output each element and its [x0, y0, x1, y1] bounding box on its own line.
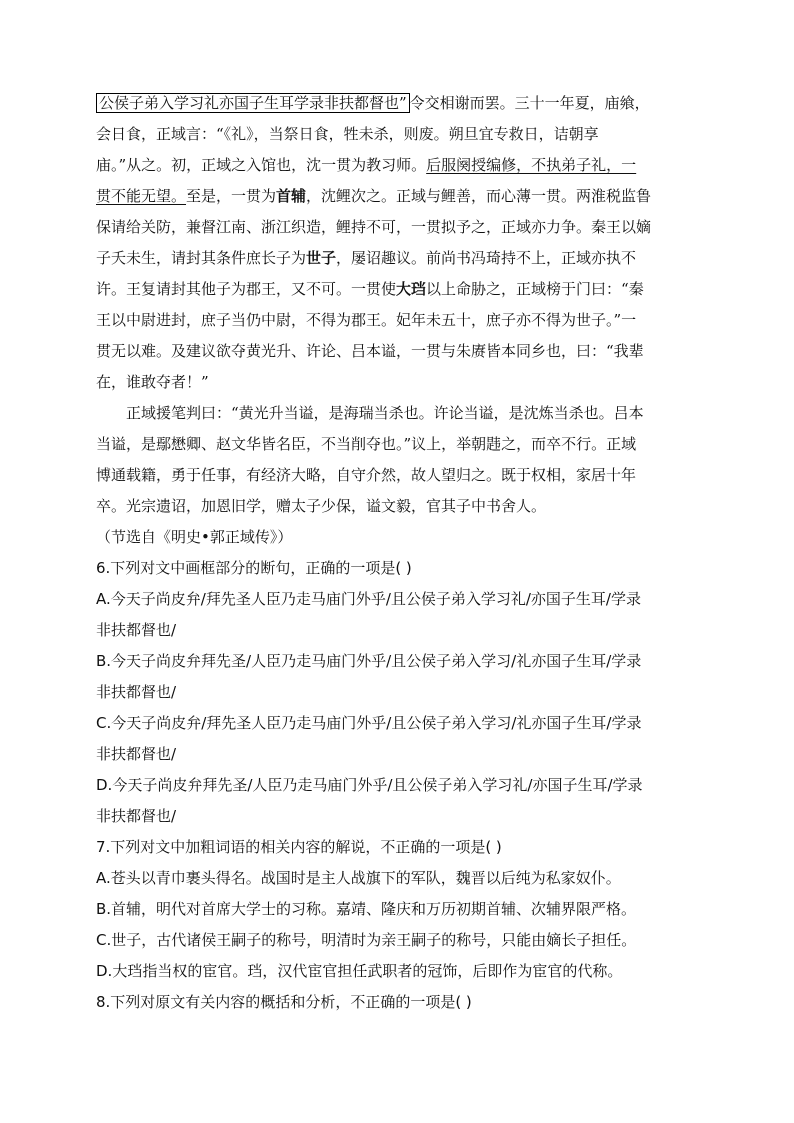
passage-text: ，沈鲤次之。正域与鲤善，而心薄一贯。两淮税监鲁: [306, 187, 652, 205]
question-8: 8.下列对原文有关内容的概括和分析，不正确的一项是( ): [96, 993, 472, 1011]
passage-text: 子夭未生，请封其条件庶长子为: [96, 249, 307, 267]
option-6d: D.今天子尚皮弁拜先圣/人臣乃走马庙门外乎/且公侯子弟入学习礼/亦国子生耳/学录: [96, 776, 643, 794]
option-6b-cont: 非扶都督也/: [96, 683, 177, 701]
option-7d: D.大珰指当权的宦官。珰，汉代宦官担任武职者的冠饰，后即作为宦官的代称。: [96, 962, 623, 980]
passage-text: 令交相谢而罢。三十一年夏，庙飨，: [409, 94, 650, 112]
option-6b: B.今天子尚皮弁拜先圣/人臣乃走马庙门外乎/且公侯子弟入学习/礼亦国子生耳/学录: [96, 652, 642, 670]
passage: [96, 88, 696, 553]
option-6d-cont: 非扶都督也/: [96, 807, 177, 825]
questions: [96, 553, 696, 1018]
option-6c: C.今天子尚皮弁/拜先圣人臣乃走马庙门外乎/且公侯子弟入学习/礼亦国子生耳/学录: [96, 714, 642, 732]
passage-line: 博通载籍，勇于任事，有经济大略，自守介然，故人望归之。既于权相，家居十年: [96, 466, 637, 484]
boxed-segment: 公侯子弟入学习礼亦国子生耳学录非扶都督也”: [96, 93, 410, 113]
passage-line: 卒。光宗遗诏，加恩旧学，赠太子少保，谥文毅，官其子中书舍人。: [96, 497, 547, 515]
option-7a: A.苍头以青巾裹头得名。战国时是主人战旗下的军队，魏晋以后纯为私家奴仆。: [96, 869, 621, 887]
passage-text: 以上命胁之，正域榜于门曰：“秦: [426, 280, 644, 298]
passage-text: 庙。”从之。初，正域之入馆也，沈一贯为教习师。: [96, 156, 427, 174]
question-7: 7.下列对文中加粗词语的相关内容的解说，不正确的一项是( ): [96, 838, 502, 856]
option-7b: B.首辅，明代对首席大学士的习称。嘉靖、隆庆和万历初期首辅、次辅界限严格。: [96, 900, 637, 918]
bold-term-shizi: 世子: [306, 249, 337, 267]
passage-line: [96, 181, 696, 212]
document-page: [96, 88, 696, 1018]
passage-line: [96, 88, 696, 119]
passage-line: 会日食，正域言：“《礼》，当祭日食，牲未杀，则废。朔旦宜专救日，诘朝享: [96, 125, 599, 143]
passage-text: ，屡诏趣议。前尚书冯琦持不上，正域亦执不: [336, 249, 637, 267]
passage-text: 许。王复请封其他子为郡王，又不可。一贯使: [96, 280, 397, 298]
passage-line: 王以中尉进封，庶子当仍中尉，不得为郡王。妃年未五十，庶子亦不得为世子。”一: [96, 311, 637, 329]
question-6: 6.下列对文中画框部分的断句，正确的一项是( ): [96, 559, 412, 577]
option-6c-cont: 非扶都督也/: [96, 745, 177, 763]
passage-line: 保请给关防，兼督江南、浙江织造，鲤持不可，一贯拟予之，正域亦力争。秦王以嫡: [96, 218, 652, 236]
source-citation: （节选自《明史•郭正域传》）: [96, 528, 293, 546]
passage-line: 在，谁敢夺者！”: [96, 373, 209, 391]
option-6a-cont: 非扶都督也/: [96, 621, 177, 639]
option-6a: A.今天子尚皮弁/拜先圣人臣乃走马庙门外乎/且公侯子弟入学习礼/亦国子生耳/学录: [96, 590, 641, 608]
option-7c: C.世子，古代诸侯王嗣子的称号，明清时为亲王嗣子的称号，只能由嫡长子担任。: [96, 931, 637, 949]
bold-term-dadang: 大珰: [396, 280, 427, 298]
passage-line: [96, 150, 696, 181]
passage-line: 正域援笔判曰：“黄光升当谥，是海瑞当杀也。许论当谥，是沈炼当杀也。吕本: [126, 404, 644, 422]
underlined-sentence: 后服阕授编修，不执弟子礼，一: [426, 156, 637, 174]
passage-line: 贯无以难。及建议欲夺黄光升、许论、吕本谥，一贯与朱赓皆本同乡也，曰：“我辈: [96, 342, 644, 360]
passage-line: [96, 243, 696, 274]
passage-line: [96, 274, 696, 305]
bold-term-shoufu: 首辅: [276, 187, 307, 205]
passage-text: 至是，一贯为: [186, 187, 277, 205]
passage-line: 当谥，是鄢懋卿、赵文华皆名臣，不当削夺也。”议上，举朝韪之，而卒不行。正域: [96, 435, 637, 453]
underlined-sentence: 贯不能无望。: [96, 187, 187, 205]
